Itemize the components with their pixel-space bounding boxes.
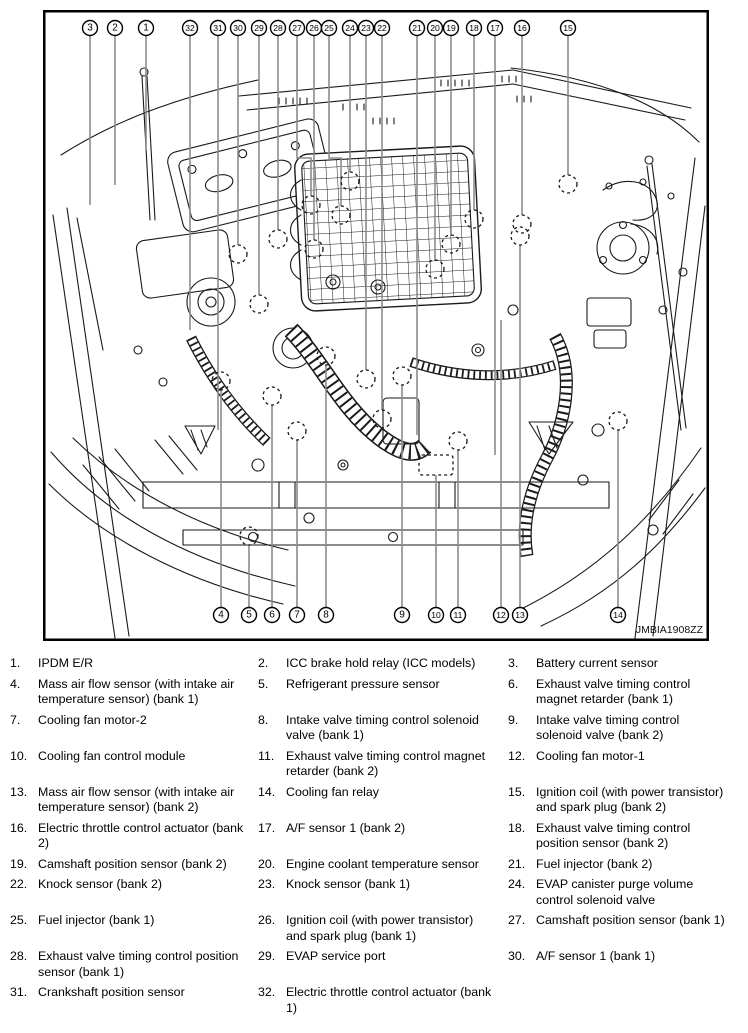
legend-item-text: Mass air flow sensor (with intake air temperature sensor) (bank 2) [38, 784, 235, 814]
legend-item-text: EVAP canister purge volume control solenoid valve [536, 877, 694, 907]
callout-12 [494, 608, 509, 623]
legend-item-text: Knock sensor (bank 2) [38, 877, 162, 891]
callout-7 [290, 608, 305, 623]
legend-item-text: Electric throttle control actuator (bank 2) [38, 820, 244, 850]
callout-number: 25 [324, 23, 334, 33]
callout-number: 26 [309, 23, 319, 33]
callout-number: 32 [185, 23, 195, 33]
legend-item-text: Cooling fan control module [38, 748, 186, 763]
callout-number: 12 [496, 610, 506, 620]
callout-number: 14 [613, 610, 623, 620]
legend-item-number: 3. [508, 656, 519, 670]
legend-item-number: 19. [10, 856, 28, 871]
legend-item-text: IPDM E/R [38, 656, 94, 670]
legend-item [258, 656, 508, 672]
callout-10 [429, 608, 444, 623]
legend-item-number: 27. [508, 913, 526, 927]
callout-24 [343, 21, 358, 36]
legend-item [258, 857, 508, 873]
callout-number: 20 [430, 23, 440, 33]
callout-27 [290, 21, 305, 36]
callout-number: 31 [213, 23, 223, 33]
legend-item [258, 949, 508, 980]
image-code-watermark: JMBIA1908ZZ [635, 624, 703, 636]
callout-number: 22 [377, 23, 387, 33]
legend-item [508, 749, 742, 780]
engine-bay-diagram [43, 10, 709, 641]
callout-number: 21 [412, 23, 422, 33]
legend-item-text: Cooling fan motor-1 [536, 748, 645, 763]
callout-number: 28 [273, 23, 283, 33]
legend-item-number: 8. [258, 712, 269, 727]
callout-11 [451, 608, 466, 623]
callout-number: 15 [563, 23, 573, 33]
engine-compartment-figure [43, 10, 709, 641]
legend-item [508, 821, 742, 852]
legend-item [10, 877, 258, 908]
legend-item-number: 22. [10, 877, 28, 891]
legend-item [258, 749, 508, 780]
legend-item-number: 10. [10, 748, 28, 763]
callout-18 [467, 21, 482, 36]
legend-item [508, 785, 742, 816]
legend-item-number: 31. [10, 985, 28, 999]
callout-32 [183, 21, 198, 36]
legend-item-text: Camshaft position sensor (bank 1) [536, 913, 725, 927]
legend-item-text: Cooling fan relay [286, 784, 379, 799]
legend-item [10, 857, 258, 873]
legend-item-text: Battery current sensor [536, 656, 658, 670]
callout-20 [428, 21, 443, 36]
legend-item-number: 11. [258, 748, 275, 763]
callout-13 [513, 608, 528, 623]
callout-number: 17 [490, 23, 500, 33]
callout-number: 8 [323, 609, 329, 621]
callout-number: 6 [269, 609, 275, 621]
legend-item-text: Mass air flow sensor (with intake air temperature sensor) (bank 1) [38, 676, 235, 706]
legend-item [258, 713, 508, 744]
legend-item-text: Camshaft position sensor (bank 2) [38, 856, 227, 871]
legend-item [508, 656, 742, 672]
legend-item [10, 913, 258, 944]
legend-item-number: 24. [508, 877, 526, 891]
callout-14 [611, 608, 626, 623]
legend-item-number: 17. [258, 820, 276, 835]
callout-number: 16 [517, 23, 527, 33]
callout-29 [252, 21, 267, 36]
callout-number: 27 [292, 23, 302, 33]
legend-item-number: 28. [10, 949, 28, 963]
legend-item [508, 913, 742, 944]
legend-item-number: 25. [10, 913, 28, 927]
legend-item-text: EVAP service port [286, 949, 386, 963]
legend-item-number: 29. [258, 949, 276, 963]
callout-17 [488, 21, 503, 36]
callout-9 [395, 608, 410, 623]
legend-item [10, 821, 258, 852]
legend-item-number: 4. [10, 676, 21, 691]
callout-16 [515, 21, 530, 36]
callout-number: 9 [399, 609, 405, 621]
legend-item [508, 857, 742, 873]
legend-item-text: Ignition coil (with power transistor) and spark plug (bank 1) [286, 913, 474, 943]
legend-item-number: 18. [508, 820, 526, 835]
callout-19 [444, 21, 459, 36]
callout-number: 7 [294, 609, 300, 621]
legend-item [10, 656, 258, 672]
legend-item [10, 785, 258, 816]
callout-31 [211, 21, 226, 36]
legend-item-number: 15. [508, 784, 526, 799]
legend-item-number: 9. [508, 712, 519, 727]
legend-item [258, 913, 508, 944]
callout-26 [307, 21, 322, 36]
callout-3 [83, 21, 98, 36]
callout-4 [214, 608, 229, 623]
legend-item-text: Intake valve timing control solenoid valve (bank 2) [536, 712, 680, 742]
legend-item-text: Cooling fan motor-2 [38, 712, 147, 727]
legend-item-text: Engine coolant temperature sensor [286, 856, 479, 871]
legend-item [10, 749, 258, 780]
legend-item-text: Exhaust valve timing control magnet retarder (bank 1) [536, 676, 691, 706]
callout-5 [242, 608, 257, 623]
callout-number: 5 [246, 609, 252, 621]
legend-item [10, 677, 258, 708]
callout-8 [319, 608, 334, 623]
legend-item-text: Ignition coil (with power transistor) and spark plug (bank 2) [536, 784, 724, 814]
callout-number: 30 [233, 23, 243, 33]
legend-item [508, 949, 742, 980]
legend-item-number: 30. [508, 949, 526, 963]
callout-number: 19 [446, 23, 456, 33]
legend-item [508, 877, 742, 908]
legend-item [10, 949, 258, 980]
legend-item-text: A/F sensor 1 (bank 1) [536, 949, 656, 963]
callout-number: 23 [361, 23, 371, 33]
callout-number: 29 [254, 23, 264, 33]
callout-25 [322, 21, 337, 36]
legend-item-text: A/F sensor 1 (bank 2) [286, 820, 406, 835]
callout-28 [271, 21, 286, 36]
legend-item-number: 20. [258, 856, 276, 871]
legend-item-text: ICC brake hold relay (ICC models) [286, 656, 476, 670]
legend-item-number: 23. [258, 877, 276, 891]
legend-item-number: 16. [10, 820, 28, 835]
callout-number: 13 [515, 610, 525, 620]
legend-item-number: 7. [10, 712, 21, 727]
legend-item-number: 12. [508, 748, 526, 763]
legend-item-text: Fuel injector (bank 1) [38, 913, 155, 927]
legend-item [508, 677, 742, 708]
legend-item-text: Electric throttle control actuator (bank 1) [286, 985, 492, 1015]
legend-item [508, 713, 742, 744]
callout-23 [359, 21, 374, 36]
legend-item-number: 21. [508, 856, 526, 871]
legend-item-text: Crankshaft position sensor [38, 985, 185, 999]
legend-item-text: Intake valve timing control solenoid valve (bank 1) [286, 712, 479, 742]
callout-22 [375, 21, 390, 36]
legend-item-number: 13. [10, 784, 28, 799]
legend [10, 656, 742, 1016]
callout-15 [561, 21, 576, 36]
callout-number: 4 [218, 609, 224, 621]
callout-number: 10 [431, 610, 441, 620]
callout-number: 18 [469, 23, 479, 33]
legend-item [258, 677, 508, 708]
legend-item-text: Exhaust valve timing control magnet retarder (bank 2) [286, 748, 486, 778]
callout-number: 11 [453, 610, 463, 620]
legend-item-text: Exhaust valve timing control position sensor (bank 1) [38, 949, 239, 979]
callout-number: 3 [87, 22, 93, 34]
legend-item-text: Refrigerant pressure sensor [286, 676, 440, 691]
legend-item-text: Exhaust valve timing control position sensor (bank 2) [536, 820, 691, 850]
legend-item [258, 821, 508, 852]
callout-number: 1 [143, 22, 149, 34]
legend-item-number: 2. [258, 656, 269, 670]
callout-number: 2 [112, 22, 118, 34]
callout-6 [265, 608, 280, 623]
legend-item-number: 32. [258, 985, 276, 999]
legend-item [258, 985, 508, 1016]
callout-21 [410, 21, 425, 36]
legend-item-text: Knock sensor (bank 1) [286, 877, 410, 891]
callout-2 [108, 21, 123, 36]
legend-item-number: 1. [10, 656, 21, 670]
callout-1 [139, 21, 154, 36]
legend-item [258, 785, 508, 816]
callout-30 [231, 21, 246, 36]
legend-item [258, 877, 508, 908]
legend-item-number: 6. [508, 676, 519, 691]
legend-item-number: 14. [258, 784, 276, 799]
legend-item [10, 713, 258, 744]
callout-number: 24 [345, 23, 355, 33]
legend-item [10, 985, 258, 1016]
legend-item-text: Fuel injector (bank 2) [536, 856, 653, 871]
legend-item-number: 26. [258, 913, 276, 927]
legend-item-number: 5. [258, 676, 269, 691]
